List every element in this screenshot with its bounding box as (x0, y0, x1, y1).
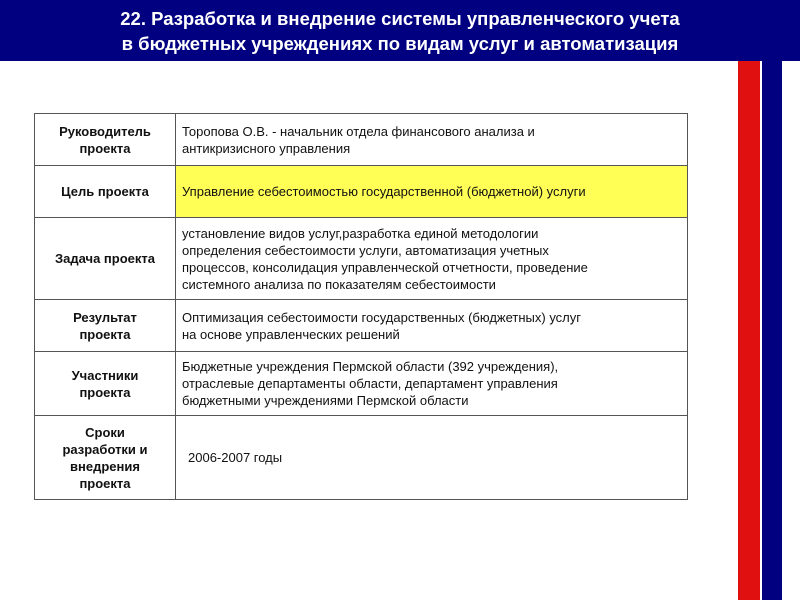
value-line: Оптимизация себестоимости государственных (бюджетных) услуг (182, 309, 582, 325)
row-label (35, 300, 176, 352)
value-line: Торопова О.В. - начальник отдела финансового анализа и (182, 123, 535, 139)
label-line: проекта (79, 326, 131, 342)
table-row-task (35, 218, 688, 300)
project-info-table (34, 113, 688, 500)
label-line: Цель проекта (61, 184, 149, 199)
label-line: внедрения (70, 458, 140, 474)
value-line: 2006-2007 годы (188, 450, 283, 465)
row-label (35, 166, 176, 218)
row-label (35, 218, 176, 300)
value-line: отраслевые департаменты области, департамент управления (182, 376, 558, 391)
label-line: разработки и (62, 441, 148, 457)
value-line: системного анализа по показателям себестоимости (182, 276, 496, 292)
row-value (176, 114, 688, 166)
value-line: бюджетными учреждениями Пермской области (182, 393, 469, 408)
value-line: Управление себестоимостью государственной (бюджетной) услуги (182, 184, 586, 199)
table-row-timeline (35, 416, 688, 500)
value-line: на основе управленческих решений (182, 326, 400, 342)
slide-title-line-1: 22. Разработка и внедрение системы управленческого учета (120, 8, 680, 29)
row-value (176, 416, 688, 500)
label-line: проекта (79, 384, 131, 400)
value-line: процессов, консолидация управленческой отчетности, проведение (182, 259, 588, 275)
decorative-blue-stripe (762, 61, 782, 600)
row-label (35, 352, 176, 416)
label-line: проекта (79, 140, 131, 156)
label-line: проекта (79, 475, 131, 491)
label-line: Руководитель (59, 123, 151, 139)
slide-title-line-2: в бюджетных учреждениях по видам услуг и автоматизация (121, 33, 679, 54)
value-line: определения себестоимости услуги, автоматизация учетных (182, 242, 549, 258)
row-label (35, 114, 176, 166)
label-line: Результат (73, 309, 137, 325)
value-line: установление видов услуг,разработка единой методологии (182, 225, 539, 241)
row-value (176, 352, 688, 416)
row-value (176, 218, 688, 300)
decorative-red-stripe (738, 61, 760, 600)
row-label (35, 416, 176, 500)
table-row-result (35, 300, 688, 352)
label-line: Участники (71, 367, 139, 383)
table-row-participants (35, 352, 688, 416)
value-line: антикризисного управления (182, 140, 351, 156)
label-line: Сроки (85, 424, 125, 440)
table-row-goal (35, 166, 688, 218)
label-line: Задача проекта (55, 251, 155, 266)
table-row-leader (35, 114, 688, 166)
slide-title (0, 0, 800, 61)
row-value (176, 300, 688, 352)
value-line: Бюджетные учреждения Пермской области (392 учреждения), (182, 359, 559, 374)
row-value-highlighted (176, 166, 688, 218)
